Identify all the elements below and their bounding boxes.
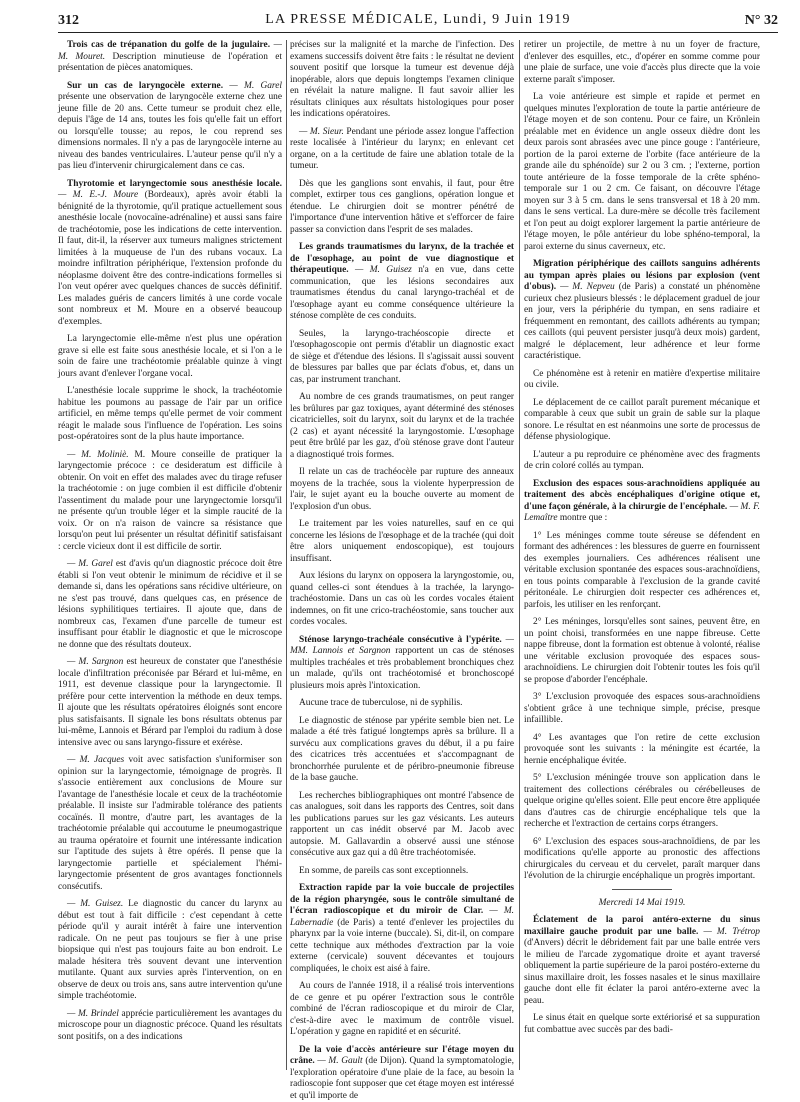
paragraph-text: voit avec satisfaction s'uniformiser son opinion sur la laryngectomie, témoignage de progrès. Il s'associe entièrement aux conclusions de Moure sur l'avantage de l'anesthésie locale et ceux de la trachéotomie préalable. Il insiste sur l'admirable tolérance des patients cocaïnés. Il montre, d'autre part, les avantages de la trachéotomie préalable qui accoutume le pneumogastrique au trauma opératoire et fournit une intéressante indication sur l'aptitude des sujets à être opérés. Il pense que la laryngectomie partielle et spécialement l'hémi-laryngectomie présentent de gros avantages fonctionnels consécutifs.: [58, 755, 282, 892]
paragraph-text: Le diagnostic du cancer du larynx au début est tout à fait difficile : c'est cependant à cette période qu'il y aurait intérêt à faire une intervention radicale. On ne peut pas toujours se fier à une prise biopsique qui n'est pas toujours faite au bon endroit. Le malade hésitera très souvent devant une intervention mutilante. Quant aux survies après l'intervention, on en observe de deux ou trois ans, sans autre intervention qu'une simple trachéotomie.: [58, 899, 282, 1001]
masthead: LA PRESSE MÉDICALE, Lundi, 9 Juin 1919: [58, 12, 778, 28]
author-name: — M. Nepveu: [560, 282, 615, 292]
author-name: — M. Guisez.: [67, 899, 123, 909]
article-heading: Les grands traumatismes du larynx, de la trachée et de l'œsophage, au point de vue diagnostique et thérapeutique.: [290, 242, 514, 275]
paragraph-text: La voie antérieure est simple et rapide et permet en quelques minutes l'exploration de toute la partie antérieure de l'étage moyen et de son contenu. Pour ce faire, un Krönlein préalable met en évidence un angle osseux dièdre dont les deux parois sont abrasées avec une pince gouge : l'antérieure, portion de la paroi externe de l'orbite (face antérieure de la grande aile du sphénoïde) sur 2 ou 3 cm. ; l'externe, portion toute antérieure de la fosse temporale de la crête sphéno-temporale sur 1 ou 2 cm. Ce faisant, on découvre l'étage moyen sur 3 à 5 cm. dans le sens transversal et 18 à 20 mm. dans le sens vertical. La dure-mère se décolle très facilement et l'on peut au doigt explorer largement la partie antérieure de l'étage moyen, le pôle antérieur du lobe sphéno-temporal, la paroi externe du sinus caverneux, etc.: [524, 92, 760, 252]
paragraph-text: présente une observation de laryngocèle externe chez une jeune fille de 20 ans. Cette tumeur se produit chez elle, depuis l'âge de 14 ans, toutes les fois qu'elle fait un effort ou lorsqu'elle tousse; au repos, le cou reprend ses dimensions normales. Il n'y a pas de laryngocèle interne au niveau des bandes ventriculaires. L'auteur pense qu'il n'y a pas lieu d'intervenir chirurgicalement dans ce cas.: [58, 92, 282, 171]
paragraph-text: La laryngectomie elle-même n'est plus une opération grave si elle est faite sous anesthésie locale, et si l'on a le soin de faire une trachéotomie préalable quinze à vingt jours avant d'enlever l'organe vocal.: [58, 334, 282, 379]
author-name: — M. Labernadie: [290, 906, 514, 928]
article-paragraph: [524, 915, 760, 1007]
paragraph-text: Le diagnostic de sténose par ypérite semble bien net. Le malade a été très fatigué longtemps après sa brûlure. Il a survécu aux complications graves du début, il a pu faire des cicatrices très accentuées et s'accompagnant de bronchorrhée purulente et de péribro-pneumonie fibreuse de la base gauche.: [290, 716, 514, 784]
paragraph: [290, 329, 514, 387]
paragraph-text: Le déplacement de ce caillot paraît purement mécanique et comparable à ceux que subit un grain de sable sur la plaque sonore. Le résultat en est néanmoins une sorte de processus de défense physiologique.: [524, 398, 760, 443]
paragraph: [58, 386, 282, 444]
article-heading: Sur un cas de laryngocèle externe.: [67, 81, 223, 91]
paragraph: [524, 617, 760, 686]
paragraph-text: 6° L'exclusion des espaces sous-arachnoïdiens, de par les modifications qu'elle apporte au pronostic des affections chirurgicales du cerveau et du cervelet, paraît marquer dans l'évolution de la chirurgie encéphalique un progrès important.: [524, 837, 760, 882]
paragraph: [524, 398, 760, 444]
column-2: [290, 40, 514, 1075]
paragraph-text: 4° Les avantages que l'on retire de cette exclusion provoquée sont les suivants : la méningite est écartée, la hernie encéphalique évitée.: [524, 733, 760, 766]
article-paragraph: [524, 479, 760, 525]
column-divider: [519, 40, 520, 1070]
session-date: Mercredi 14 Mai 1919.: [524, 898, 760, 910]
paragraph: [290, 571, 514, 629]
article-paragraph: [58, 179, 282, 329]
column-1: [58, 40, 282, 1075]
paragraph-text: n'a en vue, dans cette communication, que les lésions secondaires aux traumatismes étendus du canal laryngo-trachéal et de l'œsophage ayant eu comme conséquence ultérieure la sténose complète de ces conduits.: [290, 265, 514, 321]
author-name: — M. E.-J. Moure: [58, 190, 138, 200]
author-name: — M. Sargnon: [67, 657, 123, 667]
paragraph: [524, 531, 760, 612]
article-paragraph: [58, 81, 282, 173]
paragraph-text: Au nombre de ces grands traumatismes, on peut ranger les brûlures par gaz toxiques, ayant déterminé des sténoses cicatricielles, soit du larynx, soit du larynx et de la trachée (2 cas) et ayant nécessité la laryngostomie. L'œsophage peut être brûlé par les gaz, d'où sténose grave dont l'auteur a diagnostiqué trois formes.: [290, 392, 514, 460]
paragraph-text: Le traitement par les voies naturelles, sauf en ce qui concerne les lésions de l'œsophage et de la trachée (qui doit être alors uniquement endoscopique), est toujours insuffisant.: [290, 519, 514, 564]
paragraph: [58, 755, 282, 893]
paragraph: [290, 716, 514, 785]
paragraph-text: retirer un projectile, de mettre à nu un foyer de fracture, d'enlever des esquilles, etc., d'opérer en somme comme pour une plaie de surface, une voie d'accès plus directe que la voie externe paraît s'imposer.: [524, 40, 760, 85]
paragraph-text: précises sur la malignité et la marche de l'infection. Des examens successifs doivent être faits : le résultat ne devient souvent positif que lorsque la tumeur est devenue déjà inopérable, alors que depuis longtemps l'examen clinique en révélait la nature maligne. Il faut savoir allier les résultats cliniques aux résultats histologiques pour poser les indications opératoires.: [290, 40, 514, 119]
article-heading: Migration périphérique des caillots sanguins adhérents au tympan après plaies ou lésions par explosion (vent d'obus).: [524, 259, 760, 292]
paragraph: [290, 179, 514, 237]
article-paragraph: [290, 1045, 514, 1102]
paragraph: [524, 40, 760, 86]
paragraph: [290, 698, 514, 710]
article-heading: Thyrotomie et laryngectomie sous anesthésie locale.: [67, 179, 282, 189]
paragraph-text: Description minutieuse de l'opération et présentation de pièces anatomiques.: [58, 52, 282, 74]
author-name: — M. Garel: [229, 81, 282, 91]
paragraph-text: Pendant une période assez longue l'affection reste localisée à l'intérieur du larynx; en enlevant cet organe, on a la certitude de faire une ablation totale de la tumeur.: [290, 127, 514, 172]
paragraph-text: 5° L'exclusion méningée trouve son application dans le traitement des collections cérébrales ou cérébelleuses de quelque origine qu'elles soient. Elle peut encore être appliquée dans d'autres cas de chirurgie encéphalique tels que la recherche et l'extraction de certains corps étrangers.: [524, 773, 760, 829]
page-number: 312: [58, 13, 79, 29]
paragraph-text: M. Moure conseille de pratiquer la laryngectomie précoce : ce desideratum est difficile à obtenir. On voit en effet des malades avec du tirage refuser la trachéotomie : on juge combien il est difficile d'obtenir l'assentiment du malade pour une laryngectomie lorsqu'il ne présente qu'un trouble léger et la simple raucité de la voix. Or on n'a raison de vaincre sa résistance que lorsqu'on peut lui présenter un résultat définitif satisfaisant : cercle vicieux dont il est difficile de sortir.: [58, 450, 282, 552]
paragraph-text: montre que :: [560, 513, 607, 523]
paragraph-text: (de Paris) a constaté un phénomène curieux chez plusieurs blessés : le déplacement graduel de jour en jour, vers la périphérie du tympan, en sens radiaire et fréquemment en remontant, des caillots adhérents au tympan; ces caillots (qui peuvent persister jusqu'à deux mois) gardent, malgré le déplacement, leur adhérence et leur forme caractéristique.: [524, 282, 760, 361]
author-name: — M. Jacques: [67, 755, 124, 765]
paragraph: [524, 1013, 760, 1036]
author-name: — M. Garel: [67, 559, 113, 569]
paragraph-text: est heureux de constater que l'anesthésie locale d'infiltration préconisée par Bérard et lui-même, en 1911, est devenue classique pour la laryngectomie. Il préfère pour cette intervention la méthode en deux temps. Il ajoute que les résultats opératoires éloignés sont encore plus satisfaisants. Il signale les bons résultats obtenus par lui-même, Lannois et Bérard par l'emploi du radium à dose intensive avec ou sans laryngo-fissure et exérèse.: [58, 657, 282, 748]
paragraph: [290, 791, 514, 860]
paragraph-text: En somme, de pareils cas sont exceptionnels.: [299, 866, 468, 876]
paragraph: [524, 837, 760, 883]
paragraph-text: Ce phénomène est à retenir en matière d'expertise militaire ou civile.: [524, 369, 760, 391]
paragraph-text: Au cours de l'année 1918, il a réalisé trois interventions de ce genre et pu opérer l'extraction sous le contrôle combiné de l'écran radioscopique et du miroir de Clar, c'est-à-dire avec le maximum de contrôle visuel. L'opération y gagne en rapidité et en sécurité.: [290, 981, 514, 1037]
paragraph: [290, 866, 514, 878]
paragraph: [524, 450, 760, 473]
paragraph-text: Dès que les ganglions sont envahis, il faut, pour être complet, extirper tous ces ganglions, opération longue et étendue. Le chirurgien doit se montrer pénétré de l'importance d'une intervention hâtive et s'efforcer de faire passer sa conviction dans l'esprit de ses malades.: [290, 179, 514, 235]
paragraph-text: (Bordeaux), après avoir établi la bénignité de la thyrotomie, qu'il pratique actuellement sous anesthésie locale (novocaïne-adrénaline) et aussi sans faire de trachéotomie, pose les indications de cette intervention. Il faut, dit-il, la réserver aux tumeurs malignes strictement limitées à la muqueuse de l'un des rubans vocaux. La moindre infiltration périphérique, l'extension profonde du néoplasme doivent être des contre-indications formelles si l'on veut opérer avec quelques chances de succès définitif. Les malades guéris de cancers limités à une corde vocale sont nombreux et M. Moure en a observé beaucoup d'exemples.: [58, 190, 282, 327]
paragraph-text: Il relate un cas de trachéocèle par rupture des anneaux moyens de la trachée, sous la violente hyperpression de l'air, le sujet ayant eu la bouche ouverte au moment de l'explosion d'un obus.: [290, 467, 514, 512]
paragraph: [290, 519, 514, 565]
paragraph: [524, 773, 760, 831]
article-heading: Sténose laryngo-trachéale consécutive à l'ypérite.: [299, 635, 502, 645]
article-heading: Trois cas de trépanation du golfe de la jugulaire.: [67, 40, 270, 50]
paragraph-text: Les recherches bibliographiques ont montré l'absence de cas analogues, soit dans les rapports des Centres, soit dans les publications parues sur les gaz vésicants. Les auteurs rapportent un cas inédit observé par M. Jacob avec autopsie. M. Gallavardin a observé aussi une sténose consécutive aux gaz qui a dû être trachéotomisée.: [290, 791, 514, 859]
paragraph: [58, 559, 282, 651]
column-3: [524, 40, 760, 1075]
article-paragraph: [290, 635, 514, 693]
paragraph: [524, 369, 760, 392]
paragraph: [58, 1009, 282, 1044]
paragraph-text: Aux lésions du larynx on opposera la laryngostomie, ou, quand celles-ci sont étendues à la trachée, la laryngo-trachéostomie. Dans un cas où les cordes vocales étaient indemnes, on fit une crico-trachéostomie, sans toucher aux cordes vocales.: [290, 571, 514, 627]
page-header: [58, 12, 778, 33]
paragraph: [524, 92, 760, 253]
paragraph-text: (de Dijon). Quand la symptomatologie, l'exploration opératoire d'une plaie de la face, au besoin la radioscopie font supposer que cet étage moyen est intéressé et qu'il importe de: [290, 1056, 514, 1101]
paragraph-text: L'anesthésie locale supprime le shock, la trachéotomie habitue les poumons au passage de l'air par un orifice artificiel, en même temps qu'elle permet de voir comment réagit le malade sous l'influence de l'opération. Les soins post-opératoires sont de la plus haute importance.: [58, 386, 282, 442]
paragraph: [58, 450, 282, 554]
column-divider: [286, 40, 287, 1070]
article-paragraph: [58, 40, 282, 75]
paragraph: [290, 40, 514, 121]
paragraph: [524, 733, 760, 768]
paragraph-text: (d'Anvers) décrit le débridement fait par une balle entrée vers le milieu de l'arcade zygomatique droite et ayant traversé obliquement la partie supérieure de la paroi postéro-externe du sinus maxillaire droit, les fosses nasales et le sinus maxillaire gauche dont elle fit éclater la paroi antéro-externe avec la peau.: [524, 938, 760, 1006]
paragraph-text: L'auteur a pu reproduire ce phénomène avec des fragments de crin coloré collés au tympan.: [524, 450, 760, 472]
issue-number: N° 32: [745, 13, 778, 29]
paragraph: [58, 334, 282, 380]
paragraph-text: (de Paris) a tenté d'enlever les projectiles du pharynx par la voie interne (buccale). Si, dit-il, on compare cette technique aux méthodes d'extraction par la voie externe (cervicale) souvent décevantes et toujours compliquées, le choix est aisé à faire.: [290, 918, 514, 974]
paragraph: [524, 692, 760, 727]
author-name: — M. F. Lemaître: [524, 502, 760, 524]
paragraph-text: 3° L'exclusion provoquée des espaces sous-arachnoïdiens s'obtient grâce à une technique simple, précise, presque infaillible.: [524, 692, 760, 725]
separator-rule: [612, 889, 672, 890]
author-name: — M. Mouret.: [58, 40, 282, 62]
paragraph-text: 2° Les méninges, lorsqu'elles sont saines, peuvent être, en un point choisi, transformées en une nappe fibreuse. Cette nappe fibreuse, dont la formation est obtenue à volonté, réalise une véritable exclusion provoquée des espaces sous-arachnoïdiens. Le chirurgien doit l'obtenir toutes les fois qu'il se propose d'aborder l'encéphale.: [524, 617, 760, 685]
paragraph: [58, 899, 282, 1003]
paragraph-text: Aucune trace de tuberculose, ni de syphilis.: [299, 698, 463, 708]
author-name: — M. Guisez: [355, 265, 412, 275]
author-name: — M. Gault: [317, 1056, 362, 1066]
article-heading: De la voie d'accès antérieure sur l'étage moyen du crâne.: [290, 1045, 514, 1067]
author-name: — M. Trétrop: [703, 927, 760, 937]
paragraph-text: rapportent un cas de sténoses multiples trachéales et très probablement bronchiques chez un malade, qu'ils ont trachéotomisé et bronchoscopé plusieurs mois après l'intoxication.: [290, 646, 514, 691]
article-heading: Extraction rapide par la voie buccale de projectiles de la région pharyngée, sous le contrôle simultané de l'écran radioscopique et du miroir de Clar.: [290, 883, 514, 916]
paragraph-text: Seules, la laryngo-trachéoscopie directe et l'œsophagoscopie ont permis d'établir un diagnostic exact de siège et d'étendue des lésions. Il s'agissait aussi souvent de blessures par balles que par éclats d'obus, et, dans un cas, par instrument tranchant.: [290, 329, 514, 385]
article-heading: Éclatement de la paroi antéro-externe du sinus maxillaire gauche produit par une balle.: [524, 915, 760, 937]
article-paragraph: [290, 242, 514, 323]
article-paragraph: [524, 259, 760, 363]
author-name: — MM. Lannois et Sargnon: [290, 635, 514, 657]
paragraph: [290, 127, 514, 173]
paragraph-text: 1° Les méninges comme toute séreuse se défendent en formant des adhérences : les blessures de guerre en fournissent des exemples journaliers. Ces adhérences réalisent une véritable exclusion spontanée des espaces sous-arachnoïdiens, en tous points comparable à l'exclusion de la grande cavité péritonéale. Le chirurgien doit respecter ces adhérences et, parfois, les utiliser en les renforçant.: [524, 531, 760, 610]
paragraph-text: Le sinus était en quelque sorte extériorisé et sa suppuration fut combattue avec succès par des badi-: [524, 1013, 760, 1035]
paragraph-text: apprécie particulièrement les avantages du microscope pour un diagnostic précoce. Quand les résultats sont positifs, on a des indications: [58, 1009, 282, 1042]
article-paragraph: [290, 883, 514, 975]
author-name: — M. Brindel: [67, 1009, 119, 1019]
paragraph: [290, 467, 514, 513]
paragraph: [290, 981, 514, 1039]
article-heading: Exclusion des espaces sous-arachnoïdiens appliquée au traitement des abcès encéphaliques d'origine otique et, d'une façon générale, à la chirurgie de l'encéphale.: [524, 479, 760, 512]
paragraph: [58, 657, 282, 749]
author-name: — M. Moliniè.: [67, 450, 129, 460]
paragraph: [290, 392, 514, 461]
paragraph-text: est d'avis qu'un diagnostic précoce doit être établi si l'on veut obtenir le minimum de récidive et il se demande si, dans les opérations sans récidive ultérieure, on ne s'est pas trouvé, dans quelques cas, en présence de lésions syphilitiques tertiaires. Il ajoute que, dans de nombreux cas, l'examen d'une parcelle de tumeur est insuffisant pour établir le diagnostic et que le microscope ne donne que des résultats douteux.: [58, 559, 282, 650]
author-name: — M. Sieur.: [299, 127, 344, 137]
